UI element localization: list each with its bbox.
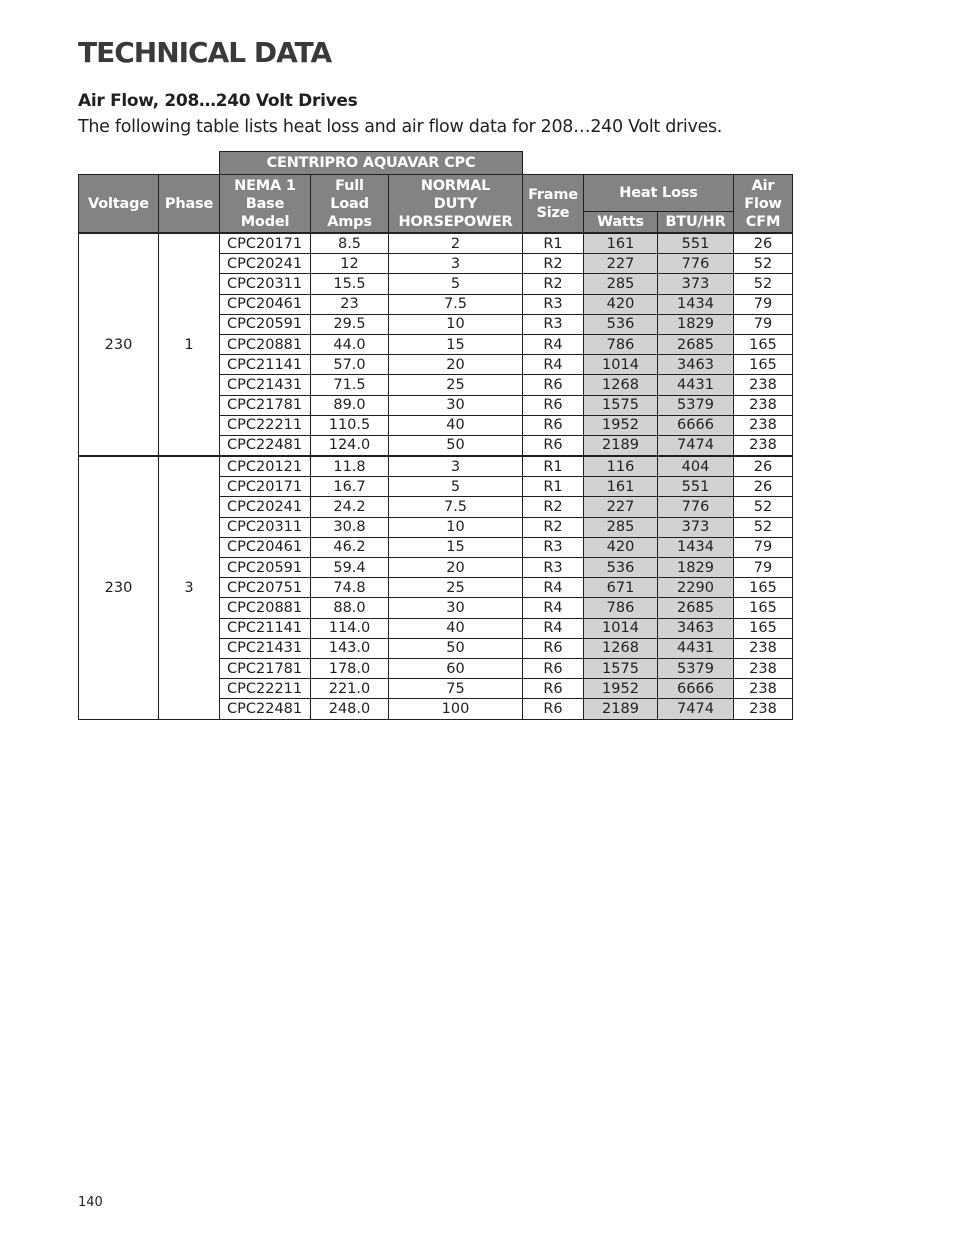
air-flow-cell: 165 — [734, 334, 793, 354]
air-flow-cell: 238 — [734, 658, 793, 678]
table-row — [79, 233, 793, 254]
voltage-cell: 230 — [79, 233, 159, 456]
btu-cell: 7474 — [658, 435, 734, 456]
watts-cell: 1268 — [584, 375, 658, 395]
model-header-line: Base — [245, 195, 285, 212]
voltage-header: Voltage — [79, 175, 159, 234]
btu-cell: 2685 — [658, 598, 734, 618]
horsepower-cell: 7.5 — [389, 497, 523, 517]
model-cell: CPC20591 — [220, 558, 311, 578]
air-flow-cell: 52 — [734, 274, 793, 294]
amps-cell: 57.0 — [311, 355, 389, 375]
frame-size-cell: R1 — [523, 456, 584, 477]
horsepower-cell: 40 — [389, 618, 523, 638]
watts-cell: 536 — [584, 314, 658, 334]
amps-cell: 178.0 — [311, 658, 389, 678]
btu-cell: 776 — [658, 254, 734, 274]
model-cell: CPC20461 — [220, 294, 311, 314]
phase-3-group — [79, 456, 793, 719]
air-flow-cell: 26 — [734, 233, 793, 254]
horsepower-cell: 30 — [389, 598, 523, 618]
horsepower-cell: 50 — [389, 638, 523, 658]
btu-cell: 6666 — [658, 679, 734, 699]
btu-cell: 776 — [658, 497, 734, 517]
model-cell: CPC20311 — [220, 274, 311, 294]
model-cell: CPC20311 — [220, 517, 311, 537]
horsepower-cell: 3 — [389, 254, 523, 274]
horsepower-cell: 20 — [389, 558, 523, 578]
amps-cell: 114.0 — [311, 618, 389, 638]
frame-size-cell: R3 — [523, 558, 584, 578]
air-flow-cell: 165 — [734, 618, 793, 638]
watts-cell: 2189 — [584, 699, 658, 719]
btu-cell: 1434 — [658, 537, 734, 557]
btu-cell: 4431 — [658, 375, 734, 395]
frame-size-cell: R6 — [523, 395, 584, 415]
horsepower-cell: 100 — [389, 699, 523, 719]
model-cell: CPC20241 — [220, 254, 311, 274]
amps-cell: 89.0 — [311, 395, 389, 415]
frame-size-cell: R1 — [523, 233, 584, 254]
amps-cell: 71.5 — [311, 375, 389, 395]
model-header-line: Model — [240, 213, 290, 230]
amps-cell: 11.8 — [311, 456, 389, 477]
btu-cell: 551 — [658, 233, 734, 254]
frame-size-cell: R4 — [523, 618, 584, 638]
amps-cell: 221.0 — [311, 679, 389, 699]
model-cell: CPC20751 — [220, 578, 311, 598]
amps-header-line: Full — [335, 177, 364, 194]
horsepower-header — [389, 175, 523, 234]
horsepower-header-line: NORMAL — [420, 177, 491, 194]
amps-cell: 29.5 — [311, 314, 389, 334]
amps-header — [311, 175, 389, 234]
air-flow-cell: 238 — [734, 375, 793, 395]
watts-cell: 1575 — [584, 658, 658, 678]
btu-cell: 1829 — [658, 314, 734, 334]
page-title: TECHNICAL DATA — [78, 36, 332, 69]
frame-size-cell: R6 — [523, 699, 584, 719]
frame-size-cell: R4 — [523, 334, 584, 354]
watts-cell: 1014 — [584, 355, 658, 375]
horsepower-cell: 5 — [389, 274, 523, 294]
frame-size-cell: R6 — [523, 415, 584, 435]
frame-size-cell: R6 — [523, 375, 584, 395]
model-cell: CPC20461 — [220, 537, 311, 557]
air-flow-header-line: CFM — [745, 213, 781, 230]
air-flow-cell: 238 — [734, 679, 793, 699]
phase-cell: 1 — [159, 233, 220, 456]
model-cell: CPC21781 — [220, 395, 311, 415]
air-flow-cell: 26 — [734, 477, 793, 497]
amps-cell: 110.5 — [311, 415, 389, 435]
horsepower-cell: 20 — [389, 355, 523, 375]
model-cell: CPC21141 — [220, 355, 311, 375]
btu-cell: 2290 — [658, 578, 734, 598]
horsepower-cell: 15 — [389, 537, 523, 557]
btu-cell: 373 — [658, 517, 734, 537]
air-flow-cell: 238 — [734, 395, 793, 415]
horsepower-cell: 5 — [389, 477, 523, 497]
model-cell: CPC20881 — [220, 598, 311, 618]
air-flow-cell: 165 — [734, 598, 793, 618]
watts-cell: 227 — [584, 254, 658, 274]
watts-cell: 536 — [584, 558, 658, 578]
horsepower-cell: 25 — [389, 578, 523, 598]
btu-cell: 1829 — [658, 558, 734, 578]
watts-cell: 1575 — [584, 395, 658, 415]
amps-cell: 74.8 — [311, 578, 389, 598]
btu-cell: 5379 — [658, 658, 734, 678]
table-header — [79, 152, 793, 234]
air-flow-header-line: Flow — [744, 195, 782, 212]
amps-cell: 30.8 — [311, 517, 389, 537]
amps-cell: 59.4 — [311, 558, 389, 578]
btu-cell: 3463 — [658, 355, 734, 375]
header-spacer — [523, 152, 793, 175]
frame-size-cell: R3 — [523, 314, 584, 334]
model-header — [220, 175, 311, 234]
model-cell: CPC20121 — [220, 456, 311, 477]
amps-cell: 143.0 — [311, 638, 389, 658]
air-flow-cell: 52 — [734, 517, 793, 537]
watts-cell: 2189 — [584, 435, 658, 456]
watts-cell: 1952 — [584, 415, 658, 435]
horsepower-cell: 50 — [389, 435, 523, 456]
horsepower-header-line: HORSEPOWER — [398, 213, 513, 230]
amps-cell: 248.0 — [311, 699, 389, 719]
model-cell: CPC22481 — [220, 435, 311, 456]
model-cell: CPC21141 — [220, 618, 311, 638]
btu-cell: 1434 — [658, 294, 734, 314]
section-heading: Air Flow, 208…240 Volt Drives — [78, 91, 358, 111]
air-flow-cell: 165 — [734, 355, 793, 375]
btu-cell: 3463 — [658, 618, 734, 638]
air-flow-cell: 165 — [734, 578, 793, 598]
watts-cell: 786 — [584, 598, 658, 618]
horsepower-cell: 10 — [389, 517, 523, 537]
frame-size-cell: R6 — [523, 658, 584, 678]
btu-cell: 551 — [658, 477, 734, 497]
frame-size-header-line: Size — [536, 204, 570, 221]
btu-cell: 6666 — [658, 415, 734, 435]
frame-size-cell: R1 — [523, 477, 584, 497]
phase-header: Phase — [159, 175, 220, 234]
phase-cell: 3 — [159, 456, 220, 719]
air-flow-table — [78, 151, 793, 720]
intro-paragraph: The following table lists heat loss and air flow data for 208…240 Volt drives. — [78, 117, 723, 137]
air-flow-cell: 238 — [734, 699, 793, 719]
watts-cell: 671 — [584, 578, 658, 598]
watts-header: Watts — [584, 212, 658, 234]
watts-cell: 161 — [584, 233, 658, 254]
amps-header-line: Amps — [327, 213, 372, 230]
model-cell: CPC22211 — [220, 679, 311, 699]
watts-cell: 285 — [584, 517, 658, 537]
table-row — [79, 456, 793, 477]
frame-size-cell: R2 — [523, 254, 584, 274]
amps-cell: 124.0 — [311, 435, 389, 456]
frame-size-cell: R3 — [523, 294, 584, 314]
horsepower-cell: 25 — [389, 375, 523, 395]
btu-cell: 5379 — [658, 395, 734, 415]
amps-cell: 15.5 — [311, 274, 389, 294]
frame-size-cell: R4 — [523, 598, 584, 618]
btu-header: BTU/HR — [658, 212, 734, 234]
watts-cell: 1014 — [584, 618, 658, 638]
horsepower-cell: 75 — [389, 679, 523, 699]
model-header-line: NEMA 1 — [234, 177, 296, 194]
watts-cell: 227 — [584, 497, 658, 517]
horsepower-cell: 15 — [389, 334, 523, 354]
model-cell: CPC21431 — [220, 638, 311, 658]
air-flow-cell: 238 — [734, 638, 793, 658]
frame-size-cell: R6 — [523, 638, 584, 658]
frame-size-cell: R4 — [523, 578, 584, 598]
watts-cell: 420 — [584, 537, 658, 557]
model-cell: CPC20241 — [220, 497, 311, 517]
watts-cell: 161 — [584, 477, 658, 497]
btu-cell: 2685 — [658, 334, 734, 354]
model-cell: CPC21431 — [220, 375, 311, 395]
air-flow-cell: 52 — [734, 497, 793, 517]
frame-size-header-line: Frame — [528, 186, 578, 203]
horsepower-cell: 10 — [389, 314, 523, 334]
frame-size-cell: R2 — [523, 517, 584, 537]
watts-cell: 116 — [584, 456, 658, 477]
air-flow-cell: 79 — [734, 558, 793, 578]
model-cell: CPC20171 — [220, 477, 311, 497]
horsepower-cell: 60 — [389, 658, 523, 678]
btu-cell: 4431 — [658, 638, 734, 658]
air-flow-cell: 79 — [734, 537, 793, 557]
amps-header-line: Load — [330, 195, 369, 212]
air-flow-header-line: Air — [751, 177, 775, 194]
air-flow-cell: 79 — [734, 314, 793, 334]
horsepower-cell: 2 — [389, 233, 523, 254]
frame-size-cell: R2 — [523, 497, 584, 517]
model-cell: CPC22211 — [220, 415, 311, 435]
air-flow-cell: 26 — [734, 456, 793, 477]
model-cell: CPC21781 — [220, 658, 311, 678]
btu-cell: 373 — [658, 274, 734, 294]
frame-size-cell: R6 — [523, 679, 584, 699]
header-spacer — [79, 152, 159, 175]
watts-cell: 1952 — [584, 679, 658, 699]
watts-cell: 786 — [584, 334, 658, 354]
frame-size-header — [523, 175, 584, 234]
btu-cell: 404 — [658, 456, 734, 477]
horsepower-cell: 40 — [389, 415, 523, 435]
air-flow-cell: 52 — [734, 254, 793, 274]
amps-cell: 88.0 — [311, 598, 389, 618]
amps-cell: 24.2 — [311, 497, 389, 517]
model-cell: CPC22481 — [220, 699, 311, 719]
voltage-cell: 230 — [79, 456, 159, 719]
horsepower-cell: 30 — [389, 395, 523, 415]
horsepower-cell: 7.5 — [389, 294, 523, 314]
heat-loss-header: Heat Loss — [584, 175, 734, 212]
header-spacer — [159, 152, 220, 175]
amps-cell: 8.5 — [311, 233, 389, 254]
phase-1-group — [79, 233, 793, 456]
watts-cell: 1268 — [584, 638, 658, 658]
watts-cell: 420 — [584, 294, 658, 314]
group-header: CENTRIPRO AQUAVAR CPC — [220, 152, 523, 175]
amps-cell: 12 — [311, 254, 389, 274]
amps-cell: 46.2 — [311, 537, 389, 557]
model-cell: CPC20591 — [220, 314, 311, 334]
horsepower-header-line: DUTY — [433, 195, 478, 212]
frame-size-cell: R4 — [523, 355, 584, 375]
page-number: 140 — [78, 1195, 103, 1210]
frame-size-cell: R3 — [523, 537, 584, 557]
air-flow-header — [734, 175, 793, 234]
btu-cell: 7474 — [658, 699, 734, 719]
frame-size-cell: R2 — [523, 274, 584, 294]
model-cell: CPC20171 — [220, 233, 311, 254]
air-flow-cell: 79 — [734, 294, 793, 314]
horsepower-cell: 3 — [389, 456, 523, 477]
amps-cell: 16.7 — [311, 477, 389, 497]
watts-cell: 285 — [584, 274, 658, 294]
amps-cell: 44.0 — [311, 334, 389, 354]
air-flow-cell: 238 — [734, 415, 793, 435]
frame-size-cell: R6 — [523, 435, 584, 456]
model-cell: CPC20881 — [220, 334, 311, 354]
air-flow-cell: 238 — [734, 435, 793, 456]
amps-cell: 23 — [311, 294, 389, 314]
